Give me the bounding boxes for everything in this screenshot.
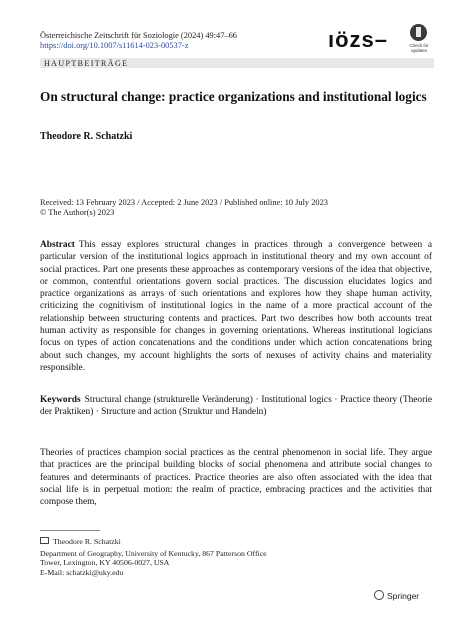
author-email[interactable]: E-Mail: schatzki@uky.edu <box>40 568 124 577</box>
journal-logo: ıözs– <box>328 27 389 52</box>
article-title: On structural change: practice organizations and institutional logics <box>40 89 427 104</box>
abstract-label: Abstract <box>40 240 75 250</box>
crossmark-label: Check for updates <box>409 43 429 53</box>
crossmark-icon <box>410 24 427 41</box>
abstract <box>40 239 432 374</box>
copyright-notice: © The Author(s) 2023 <box>40 208 115 217</box>
envelope-icon <box>40 537 49 544</box>
keywords <box>40 394 432 419</box>
intro-paragraph: Theories of practices champion social practices as the central phenomenon in social life. They argue that practices are the principal building blocks of social phenomena and attribute social changes to features and determinants of practices. Practice theories are also often associated with the idea that social life is in perpetual motion: the realm of practice, embracing practices and the activities that compose them, <box>40 448 432 508</box>
corresponding-author-name: Theodore R. Schatzki <box>53 537 121 546</box>
crossmark-badge[interactable] <box>404 24 432 58</box>
footnote-divider <box>40 530 100 531</box>
publication-dates: Received: 13 February 2023 / Accepted: 2 June 2023 / Published online: 10 July 2023 <box>40 198 328 207</box>
abstract-text: This essay explores structural changes in practices through a convergence between a particular version of the institutional logics approach in institutional theory and my own account of social practices. Part one presents these approaches as contemporary versions of the idea that objective, or common, contentful orientations govern social practices. The discussion elucidates logics and practice organizations as arrays of such orientations and explores how they shape human activity, criticizing the cognitivism of institutional logics in the name of a more practical account of the relationship between structuring contents and practices. Part two describes how both accounts treat human activity as responsible for changes in governing orientations. Whereas institutional logicians focus on types of action concatenations and the conditions under which action concatenations bring about such changes, my account highlights the sorts of nexuses of activity chains and materiality responsible. <box>40 240 432 373</box>
springer-horse-icon <box>374 590 384 600</box>
corresponding-author <box>40 537 121 547</box>
doi-link[interactable]: https://doi.org/10.1007/s11614-023-00537-z <box>40 41 189 50</box>
publisher-logo <box>374 590 419 601</box>
author-department: Department of Geography, University of Kentucky, 867 Patterson Office <box>40 549 267 558</box>
author-address: Tower, Lexington, KY 40506-0027, USA <box>40 558 170 567</box>
keywords-label: Keywords <box>40 395 81 405</box>
keywords-text: Structural change (strukturelle Veränderung) · Institutional logics · Practice theory (Theorie der Praktiken) · Structure and action (Struktur und Handeln) <box>40 395 432 418</box>
section-label: HAUPTBEITRÄGE <box>44 59 129 68</box>
journal-citation: Österreichische Zeitschrift für Soziologie (2024) 49:47–66 <box>40 31 237 40</box>
author-name: Theodore R. Schatzki <box>40 131 133 142</box>
publisher-name: Springer <box>387 591 420 601</box>
